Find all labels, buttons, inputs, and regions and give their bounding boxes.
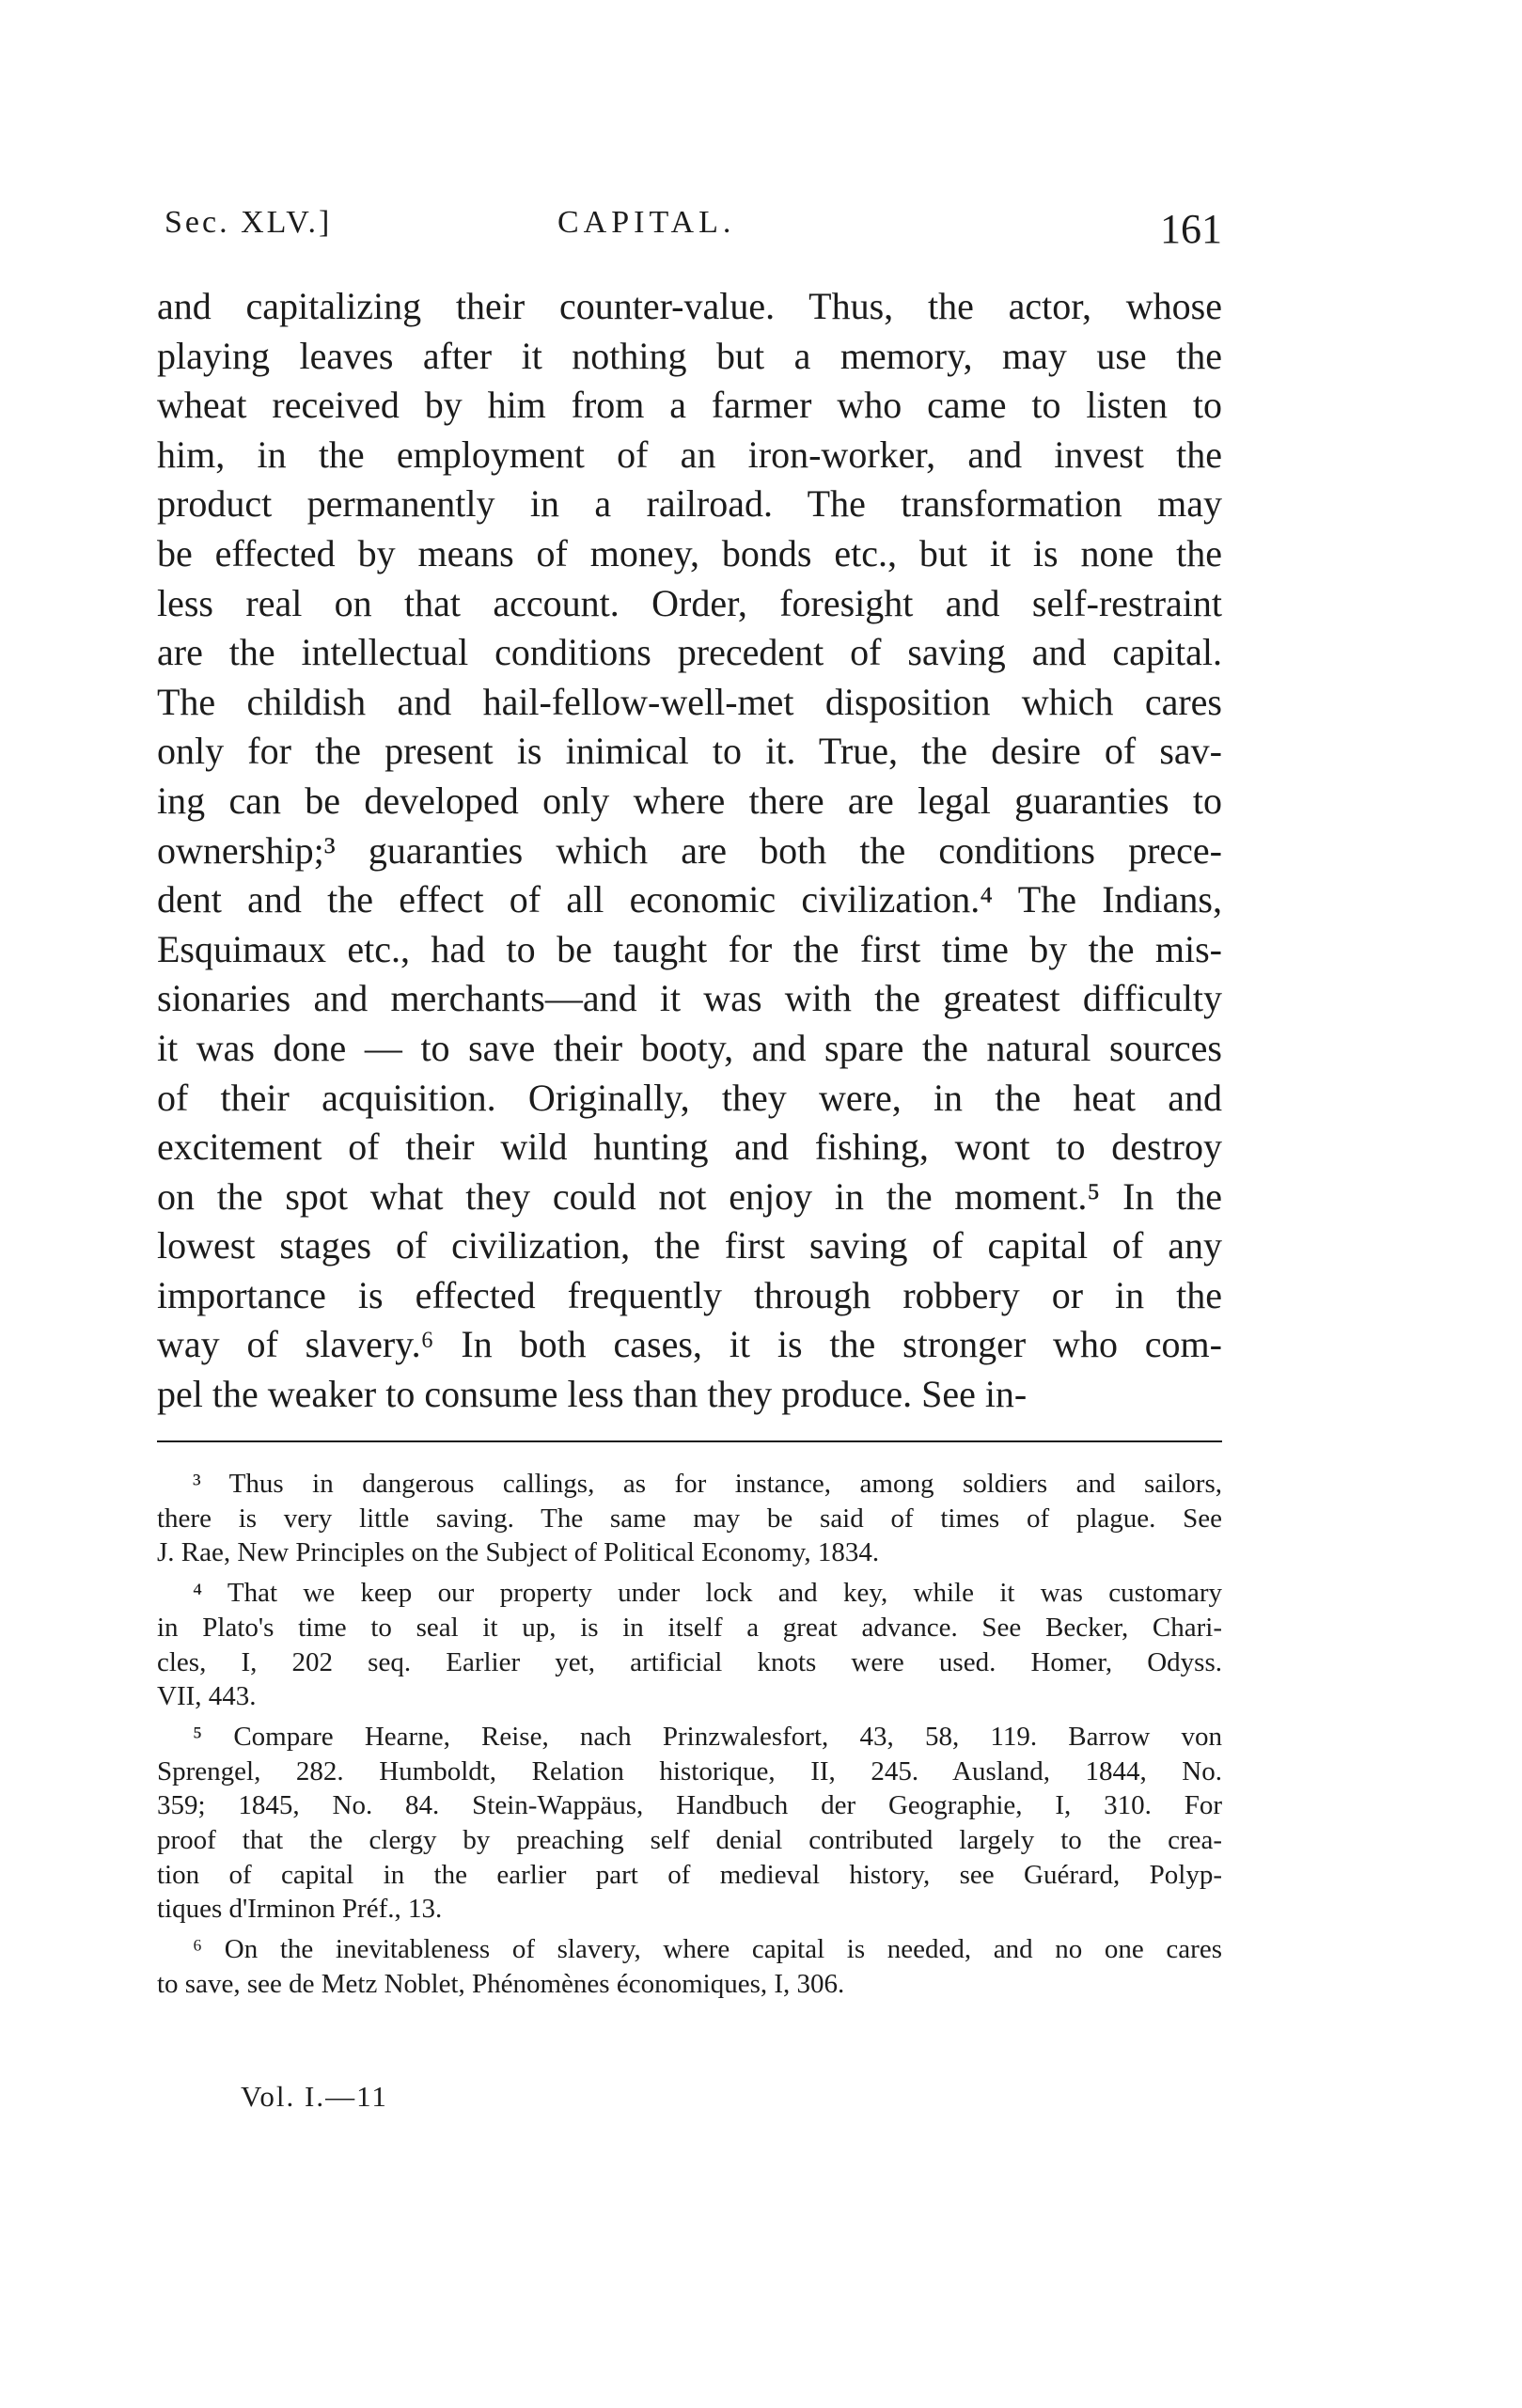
footnote-line: Sprengel, 282. Humboldt, Relation historique, II, 245. Ausland, 1844, No. xyxy=(157,1755,1222,1786)
footnote-line: tiques d'Irminon Préf., 13. xyxy=(157,1894,443,1925)
footnote-6 xyxy=(157,1932,1222,2001)
footnote-3 xyxy=(157,1467,1222,1570)
page-number: 161 xyxy=(1160,206,1222,252)
footnote-line: ⁴ That we keep our property under lock and key, while it was customary xyxy=(193,1578,1222,1609)
footnote-line: proof that the clergy by preaching self denial contributed largely to the crea- xyxy=(157,1825,1222,1856)
body-line: on the spot what they could not enjoy in the moment.⁵ In the xyxy=(157,1174,1222,1218)
body-line: ownership;³ guaranties which are both the conditions prece- xyxy=(157,828,1222,872)
section-label: Sec. XLV.] xyxy=(165,205,333,240)
footnote-5 xyxy=(157,1720,1222,1927)
footnote-line: ⁵ Compare Hearne, Reise, nach Prinzwalesfort, 43, 58, 119. Barrow von xyxy=(193,1721,1222,1752)
body-paragraph xyxy=(157,282,1222,1420)
body-line: way of slavery.⁶ In both cases, it is the stronger who com- xyxy=(157,1323,1222,1366)
footnotes xyxy=(157,1467,1222,2002)
body-line: importance is effected frequently through robbery or in the xyxy=(157,1273,1222,1316)
body-line: only for the present is inimical to it. True, the desire of sav- xyxy=(157,730,1222,773)
body-line: are the intellectual conditions precedent of saving and capital. xyxy=(157,631,1222,674)
body-line: less real on that account. Order, foresight and self-restraint xyxy=(157,581,1222,624)
body-line: sionaries and merchants—and it was with the greatest difficulty xyxy=(157,977,1222,1020)
footnote-line: tion of capital in the earlier part of medieval history, see Guérard, Polyp- xyxy=(157,1859,1222,1890)
body-line: dent and the effect of all economic civilization.⁴ The Indians, xyxy=(157,878,1222,921)
body-line: it was done — to save their booty, and spare the natural sources xyxy=(157,1026,1222,1069)
body-line: lowest stages of civilization, the first saving of capital of any xyxy=(157,1224,1222,1267)
body-line: and capitalizing their counter-value. Thus, the actor, whose xyxy=(157,285,1222,327)
body-line: Esquimaux etc., had to be taught for the first time by the mis- xyxy=(157,927,1222,970)
footnote-line: in Plato's time to seal it up, is in itself a great advance. See Becker, Chari- xyxy=(157,1612,1222,1643)
footnote-line: ³ Thus in dangerous callings, as for instance, among soldiers and sailors, xyxy=(193,1469,1222,1499)
body-line: him, in the employment of an iron-worker, and invest the xyxy=(157,433,1222,476)
signature-mark: Vol. I.—11 xyxy=(241,2080,388,2113)
body-line: product permanently in a railroad. The transformation may xyxy=(157,482,1222,526)
running-header xyxy=(165,205,1222,261)
footnote-line: J. Rae, New Principles on the Subject of Political Economy, 1834. xyxy=(157,1537,880,1568)
body-line: be effected by means of money, bonds etc., but it is none the xyxy=(157,531,1222,574)
footnote-line: VII, 443. xyxy=(157,1681,257,1712)
body-line: pel the weaker to consume less than they produce. See in- xyxy=(157,1373,1028,1416)
body-line: wheat received by him from a farmer who came to listen to xyxy=(157,384,1222,427)
footnote-line: 359; 1845, No. 84. Stein-Wappäus, Handbuch der Geographie, I, 310. For xyxy=(157,1790,1222,1821)
footnote-line: there is very little saving. The same may be said of times of plague. See xyxy=(157,1503,1222,1534)
body-line: of their acquisition. Originally, they were, in the heat and xyxy=(157,1076,1222,1119)
body-line: ing can be developed only where there are legal guaranties to xyxy=(157,779,1222,822)
body-line: The childish and hail-fellow-well-met disposition which cares xyxy=(157,680,1222,723)
chapter-title: CAPITAL. xyxy=(557,205,736,240)
footnote-line: to save, see de Metz Noblet, Phénomènes économiques, I, 306. xyxy=(157,1968,845,1999)
footnote-4 xyxy=(157,1576,1222,1714)
footnote-line: cles, I, 202 seq. Earlier yet, artificial knots were used. Homer, Odyss. xyxy=(157,1646,1222,1677)
body-line: excitement of their wild hunting and fishing, wont to destroy xyxy=(157,1125,1222,1169)
footnote-line: ⁶ On the inevitableness of slavery, where capital is needed, and no one cares xyxy=(193,1934,1222,1965)
body-line: playing leaves after it nothing but a memory, may use the xyxy=(157,334,1222,377)
footnote-divider xyxy=(157,1440,1222,1442)
